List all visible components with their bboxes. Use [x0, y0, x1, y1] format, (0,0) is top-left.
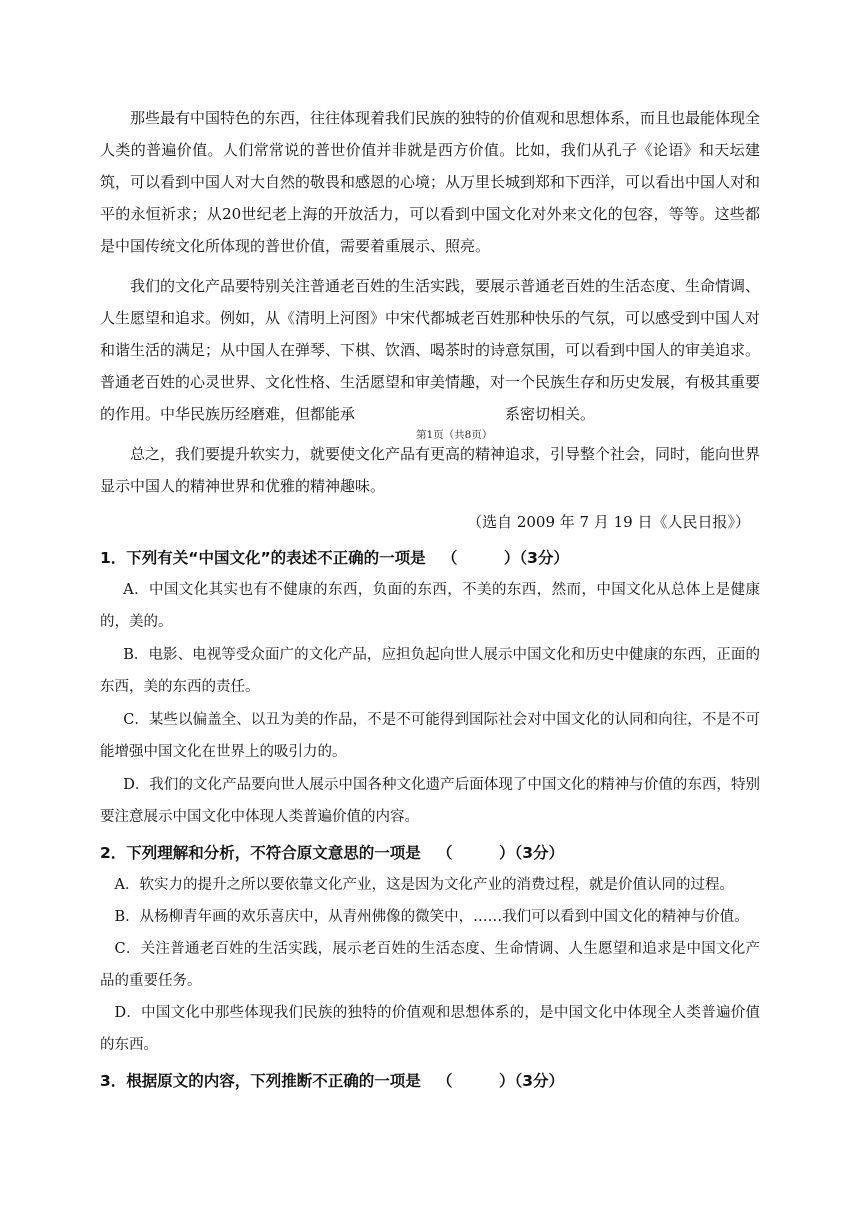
question-1-option-d: D．我们的文化产品要向世人展示中国各种文化遗产后面体现了中国文化的精神与价值的东西，特别要注意展示中国文化中体现人类普遍价值的内容。	[100, 777, 760, 825]
passage-paragraph-2	[100, 270, 760, 430]
question-3-text: 3．根据原文的内容，下列推断不正确的一项是	[100, 1072, 421, 1090]
page-number-footer: 第1页（共8页）	[408, 428, 592, 442]
question-3-answer-blank: （ ）	[437, 1072, 515, 1090]
question-2-answer-blank: （ ）	[437, 844, 515, 862]
passage-paragraph-1: 那些最有中国特色的东西，往往体现着我们民族的独特的价值观和思想体系，而且也最能体现全人类的普遍价值。人们常常说的普世价值并非就是西方价值。比如，我们从孔子《论语》和天坛建筑，可以看到中国人对大自然的敬畏和感恩的心境；从万里长城到郑和下西洋，可以看出中国人对和平的永恒祈求；从20世纪老上海的开放活力，可以看到中国文化对外来文化的包容，等等。这些都是中国传统文化所体现的普世价值，需要着重展示、照亮。	[100, 109, 761, 255]
passage-paragraph-3: 总之，我们要提升软实力，就要使文化产品有更高的精神追求，引导整个社会，同时，能向世界显示中国人的精神世界和优雅的精神趣味。	[100, 445, 761, 495]
question-1-stem	[100, 542, 760, 574]
question-1-score: （3分）	[519, 549, 569, 567]
question-1-answer-blank: （ ）	[441, 549, 520, 567]
question-3-score: （3分）	[514, 1072, 565, 1090]
question-2-option-b: B．从杨柳青年画的欢乐喜庆中，从青州佛像的微笑中，……我们可以看到中国文化的精神与价值。	[114, 909, 749, 925]
document-content	[100, 102, 760, 1097]
passage-paragraph-2-tail: 系密切相关。	[505, 405, 596, 423]
question-2-option-d: D．中国文化中那些体现我们民族的独特的价值观和思想体系的，是中国文化中体现全人类普遍价值的东西。	[100, 1005, 760, 1053]
question-2-option-a: A．软实力的提升之所以要依靠文化产业，这是因为文化产业的消费过程，就是价值认同的过程。	[114, 877, 734, 893]
passage-paragraph-2-text: 我们的文化产品要特别关注普通老百姓的生活实践，要展示普通老百姓的生活态度、生命情调、人生愿望和追求。例如，从《清明上河图》中宋代都城老百姓那种快乐的气氛，可以感受到中国人对和谐生活的满足；从中国人在弹琴、下棋、饮酒、喝茶时的诗意氛围，可以看到中国人的审美追求。普通老百姓的心灵世界、文化性格、生活愿望和审美情趣，对一个民族生存和历史发展，有极其重要的作用。中华民族历经磨难，但都能承	[100, 277, 761, 423]
question-2-text: 2．下列理解和分析，不符合原文意思的一项是	[100, 844, 421, 862]
question-1-option-c: C．某些以偏盖全、以丑为美的作品，不是不可能得到国际社会对中国文化的认同和向往，不是不可能增强中国文化在世界上的吸引力的。	[100, 712, 760, 760]
passage-source: （选自 2009 年 7 月 19 日《人民日报》）	[467, 513, 750, 531]
question-2-option-c: C．关注普通老百姓的生活实践，展示老百姓的生活态度、生命情调、人生愿望和追求是中国文化产品的重要任务。	[100, 941, 760, 989]
question-1-text: 1．下列有关“中国文化”的表述不正确的一项是	[100, 549, 426, 567]
question-2-score: （3分）	[514, 844, 565, 862]
question-3-stem	[100, 1065, 760, 1097]
question-1-option-b: B．电影、电视等受众面广的文化产品，应担负起向世人展示中国文化和历史中健康的东西，正面的东西，美的东西的责任。	[100, 647, 760, 695]
question-1-option-a: A．中国文化其实也有不健康的东西，负面的东西，不美的东西，然而，中国文化从总体上是健康的，美的。	[100, 582, 760, 630]
question-2-stem	[100, 837, 760, 869]
